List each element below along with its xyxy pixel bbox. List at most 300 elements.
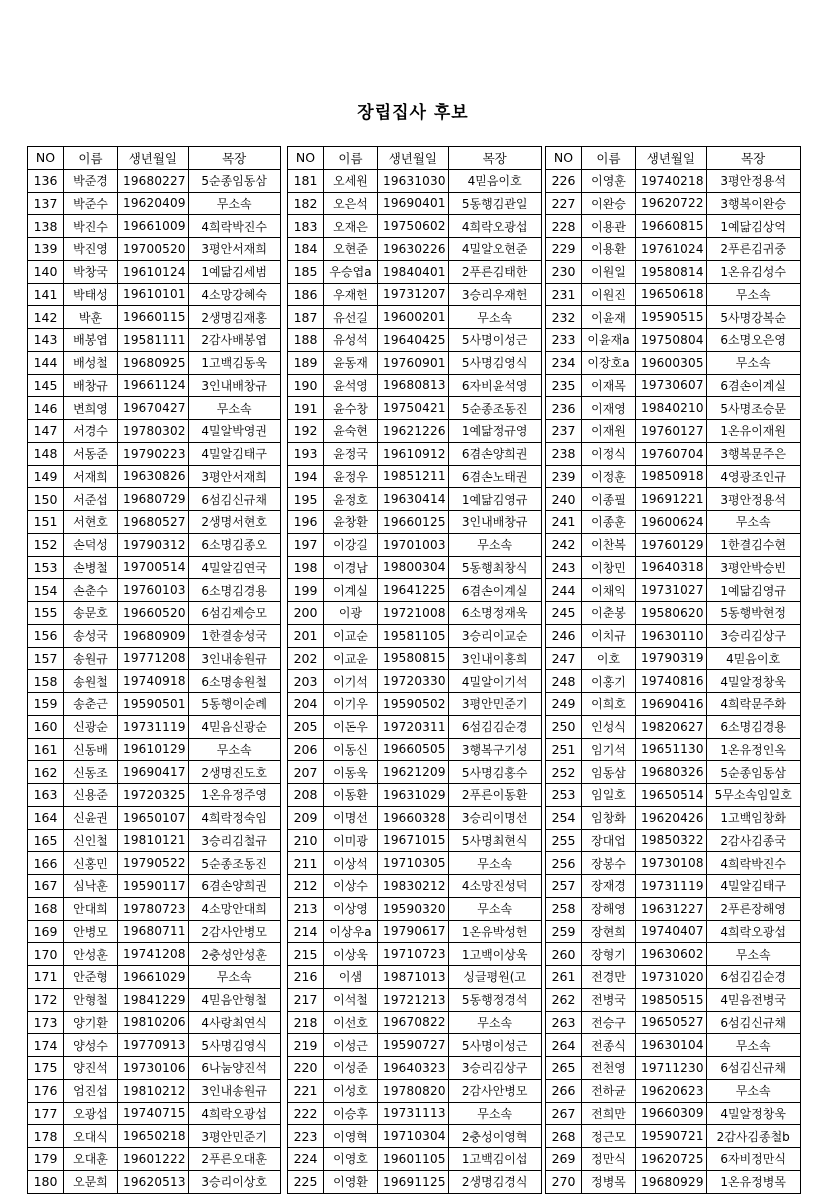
table-row [288, 397, 542, 420]
cell-birthdate: 19610912 [378, 442, 449, 465]
cell-no: 147 [28, 420, 64, 443]
cell-name: 이영환 [324, 1170, 378, 1193]
table-row [28, 920, 281, 943]
table-row [288, 351, 542, 374]
cell-no: 227 [546, 192, 582, 215]
cell-no: 248 [546, 670, 582, 693]
cell-name: 이동신 [324, 738, 378, 761]
cell-birthdate: 19660125 [378, 511, 449, 534]
cell-no: 194 [288, 465, 324, 488]
cell-name: 이재영 [582, 397, 636, 420]
cell-no: 250 [546, 715, 582, 738]
cell-no: 145 [28, 374, 64, 397]
cell-no: 146 [28, 397, 64, 420]
cell-name: 이성준 [324, 1057, 378, 1080]
cell-group: 1온유박성헌 [448, 920, 541, 943]
page-title: 장립집사 후보 [357, 103, 469, 123]
cell-group: 1예닮김영규 [448, 488, 541, 511]
table-row [28, 1057, 281, 1080]
cell-no: 174 [28, 1034, 64, 1057]
cell-group: 무소속 [448, 1102, 541, 1125]
cell-no: 165 [28, 829, 64, 852]
cell-group: 2생명진도호 [188, 761, 280, 784]
table-row [28, 283, 281, 306]
cell-no: 158 [28, 670, 64, 693]
cell-birthdate: 19670822 [378, 1011, 449, 1034]
cell-group: 4밀알오현준 [448, 238, 541, 261]
cell-birthdate: 19590117 [118, 875, 189, 898]
cell-group: 6섬김김순경 [448, 715, 541, 738]
cell-no: 139 [28, 238, 64, 261]
cell-group: 1고백김이섭 [448, 1148, 541, 1171]
cell-no: 157 [28, 647, 64, 670]
cell-birthdate: 19660520 [118, 602, 189, 625]
cell-group: 5동행김관일 [448, 192, 541, 215]
cell-group: 4믿음이호 [448, 169, 541, 192]
table-row [28, 784, 281, 807]
cell-birthdate: 19731113 [378, 1102, 449, 1125]
cell-group: 5동행박현정 [706, 602, 800, 625]
cell-birthdate: 19830212 [378, 875, 449, 898]
cell-group: 4희락정숙임 [188, 806, 280, 829]
header-name: 이름 [324, 147, 378, 170]
cell-no: 213 [288, 897, 324, 920]
table-row [546, 488, 801, 511]
table-row [288, 1011, 542, 1034]
table-row [288, 1148, 542, 1171]
cell-no: 261 [546, 966, 582, 989]
cell-name: 이교순 [324, 624, 378, 647]
table-row [28, 238, 281, 261]
cell-name: 엄진섭 [64, 1079, 118, 1102]
cell-birthdate: 19590501 [118, 693, 189, 716]
cell-birthdate: 19760127 [636, 420, 707, 443]
cell-name: 이성호 [324, 1079, 378, 1102]
cell-birthdate: 19620725 [636, 1148, 707, 1171]
table-row [546, 670, 801, 693]
cell-no: 252 [546, 761, 582, 784]
cell-name: 이용관 [582, 215, 636, 238]
cell-no: 164 [28, 806, 64, 829]
cell-name: 오대식 [64, 1125, 118, 1148]
cell-name: 서준섭 [64, 488, 118, 511]
cell-name: 장형기 [582, 943, 636, 966]
cell-no: 242 [546, 533, 582, 556]
cell-birthdate: 19711230 [636, 1057, 707, 1080]
cell-birthdate: 19610101 [118, 283, 189, 306]
cell-name: 전승구 [582, 1011, 636, 1034]
table-row [28, 1102, 281, 1125]
cell-name: 전경만 [582, 966, 636, 989]
cell-group: 3승리김상구 [706, 624, 800, 647]
cell-birthdate: 19660815 [636, 215, 707, 238]
cell-group: 6겸손양희권 [188, 875, 280, 898]
cell-group: 3승리이상호 [188, 1170, 280, 1193]
cell-name: 전병국 [582, 988, 636, 1011]
cell-birthdate: 19680729 [118, 488, 189, 511]
table-row [28, 647, 281, 670]
cell-group: 4희락오광섭 [706, 920, 800, 943]
cell-name: 배봉엽 [64, 329, 118, 352]
table-row [546, 897, 801, 920]
cell-birthdate: 19660309 [636, 1102, 707, 1125]
table-row [546, 283, 801, 306]
cell-no: 138 [28, 215, 64, 238]
cell-group: 1온유김성수 [706, 260, 800, 283]
cell-name: 서경수 [64, 420, 118, 443]
cell-name: 박훈 [64, 306, 118, 329]
cell-no: 191 [288, 397, 324, 420]
cell-group: 6자비윤석영 [448, 374, 541, 397]
cell-group: 5순종조동진 [448, 397, 541, 420]
cell-group: 5사명김영식 [188, 1034, 280, 1057]
cell-birthdate: 19650218 [118, 1125, 189, 1148]
cell-birthdate: 19841229 [118, 988, 189, 1011]
cell-birthdate: 19680925 [118, 351, 189, 374]
table-row [546, 442, 801, 465]
cell-no: 203 [288, 670, 324, 693]
cell-birthdate: 19760704 [636, 442, 707, 465]
cell-group: 2생명김재홍 [188, 306, 280, 329]
cell-name: 이종훈 [582, 511, 636, 534]
cell-no: 230 [546, 260, 582, 283]
cell-group: 3인내송원규 [188, 1079, 280, 1102]
cell-name: 이원일 [582, 260, 636, 283]
cell-name: 이경남 [324, 556, 378, 579]
cell-no: 187 [288, 306, 324, 329]
cell-name: 양성수 [64, 1034, 118, 1057]
cell-group: 5사명김영식 [448, 351, 541, 374]
table-row [28, 715, 281, 738]
cell-group: 2생명서현호 [188, 511, 280, 534]
cell-name: 이완승 [582, 192, 636, 215]
cell-birthdate: 19640318 [636, 556, 707, 579]
table-row [546, 715, 801, 738]
cell-birthdate: 19720330 [378, 670, 449, 693]
cell-no: 199 [288, 579, 324, 602]
cell-no: 166 [28, 852, 64, 875]
cell-group: 1온유정주영 [188, 784, 280, 807]
cell-no: 156 [28, 624, 64, 647]
cell-group: 2감사김종철b [706, 1125, 800, 1148]
table-row [28, 738, 281, 761]
table-header-row [546, 147, 801, 170]
cell-no: 265 [546, 1057, 582, 1080]
cell-group: 1고백이상욱 [448, 943, 541, 966]
cell-birthdate: 19730607 [636, 374, 707, 397]
cell-no: 201 [288, 624, 324, 647]
cell-group: 무소속 [448, 306, 541, 329]
table-row [546, 738, 801, 761]
table-row [28, 897, 281, 920]
cell-name: 이영혁 [324, 1125, 378, 1148]
cell-group: 싱글평원(고 [448, 966, 541, 989]
cell-no: 204 [288, 693, 324, 716]
cell-name: 이동환 [324, 784, 378, 807]
cell-no: 149 [28, 465, 64, 488]
cell-birthdate: 19771208 [118, 647, 189, 670]
cell-name: 이광 [324, 602, 378, 625]
table-row [28, 624, 281, 647]
cell-birthdate: 19661124 [118, 374, 189, 397]
table-row [288, 283, 542, 306]
cell-birthdate: 19680227 [118, 169, 189, 192]
cell-name: 박진영 [64, 238, 118, 261]
cell-no: 188 [288, 329, 324, 352]
cell-group: 4희락오광섭 [448, 215, 541, 238]
cell-no: 216 [288, 966, 324, 989]
cell-name: 심낙훈 [64, 875, 118, 898]
table-row [546, 1148, 801, 1171]
cell-group: 6겸손이계실 [706, 374, 800, 397]
table-row [28, 988, 281, 1011]
cell-birthdate: 19720325 [118, 784, 189, 807]
cell-birthdate: 19650618 [636, 283, 707, 306]
table-row [28, 306, 281, 329]
cell-birthdate: 19731119 [118, 715, 189, 738]
cell-no: 176 [28, 1079, 64, 1102]
cell-name: 이승후 [324, 1102, 378, 1125]
table-row [28, 579, 281, 602]
table-row [288, 511, 542, 534]
cell-no: 161 [28, 738, 64, 761]
cell-birthdate: 19750421 [378, 397, 449, 420]
cell-name: 서재희 [64, 465, 118, 488]
cell-group: 5사명이성근 [448, 1034, 541, 1057]
table-row [546, 533, 801, 556]
cell-birthdate: 19630110 [636, 624, 707, 647]
cell-name: 오문희 [64, 1170, 118, 1193]
cell-birthdate: 19721008 [378, 602, 449, 625]
cell-no: 210 [288, 829, 324, 852]
cell-no: 137 [28, 192, 64, 215]
table-row [288, 1057, 542, 1080]
cell-group: 6소명김종오 [188, 533, 280, 556]
table-header-row [28, 147, 281, 170]
cell-name: 이상영 [324, 897, 378, 920]
table-row [288, 670, 542, 693]
candidate-table-1 [27, 146, 281, 1194]
cell-birthdate: 19700514 [118, 556, 189, 579]
cell-group: 3승리김철규 [188, 829, 280, 852]
cell-birthdate: 19720311 [378, 715, 449, 738]
cell-birthdate: 19590727 [378, 1034, 449, 1057]
cell-birthdate: 19630226 [378, 238, 449, 261]
cell-name: 이홍기 [582, 670, 636, 693]
cell-name: 유성석 [324, 329, 378, 352]
cell-no: 163 [28, 784, 64, 807]
cell-no: 241 [546, 511, 582, 534]
table-row [28, 1034, 281, 1057]
cell-group: 3인내배창규 [188, 374, 280, 397]
cell-no: 254 [546, 806, 582, 829]
cell-birthdate: 19760901 [378, 351, 449, 374]
cell-group: 1예닮정규영 [448, 420, 541, 443]
table-row [546, 1102, 801, 1125]
cell-no: 225 [288, 1170, 324, 1193]
cell-group: 무소속 [706, 511, 800, 534]
cell-no: 219 [288, 1034, 324, 1057]
table-row [288, 966, 542, 989]
cell-name: 송성국 [64, 624, 118, 647]
header-name: 이름 [582, 147, 636, 170]
cell-no: 184 [288, 238, 324, 261]
cell-group: 2감사안병모 [188, 920, 280, 943]
table-row [28, 442, 281, 465]
cell-birthdate: 19651130 [636, 738, 707, 761]
table-row [288, 442, 542, 465]
cell-no: 221 [288, 1079, 324, 1102]
cell-name: 신홍민 [64, 852, 118, 875]
table-row [546, 920, 801, 943]
cell-birthdate: 19590502 [378, 693, 449, 716]
table-row [546, 988, 801, 1011]
cell-no: 169 [28, 920, 64, 943]
cell-birthdate: 19780820 [378, 1079, 449, 1102]
table-row [288, 1079, 542, 1102]
cell-no: 196 [288, 511, 324, 534]
cell-no: 170 [28, 943, 64, 966]
table-row [288, 169, 542, 192]
cell-group: 5무소속임일호 [706, 784, 800, 807]
cell-group: 5사명최현식 [448, 829, 541, 852]
cell-group: 3평안정용석 [706, 169, 800, 192]
cell-name: 전천영 [582, 1057, 636, 1080]
cell-no: 264 [546, 1034, 582, 1057]
cell-birthdate: 19600201 [378, 306, 449, 329]
table-row [288, 420, 542, 443]
cell-group: 2감사배봉엽 [188, 329, 280, 352]
cell-name: 이샘 [324, 966, 378, 989]
cell-group: 5순종조동진 [188, 852, 280, 875]
cell-name: 변희영 [64, 397, 118, 420]
cell-no: 175 [28, 1057, 64, 1080]
cell-group: 무소속 [448, 897, 541, 920]
cell-no: 208 [288, 784, 324, 807]
cell-birthdate: 19731027 [636, 579, 707, 602]
table-row [546, 647, 801, 670]
cell-name: 서동준 [64, 442, 118, 465]
cell-no: 142 [28, 306, 64, 329]
table-row [546, 351, 801, 374]
cell-name: 박태성 [64, 283, 118, 306]
cell-no: 155 [28, 602, 64, 625]
cell-birthdate: 19740715 [118, 1102, 189, 1125]
cell-birthdate: 19601222 [118, 1148, 189, 1171]
table-row [28, 670, 281, 693]
cell-name: 오재은 [324, 215, 378, 238]
table-row [288, 556, 542, 579]
cell-name: 송원규 [64, 647, 118, 670]
cell-name: 신용준 [64, 784, 118, 807]
cell-name: 오은석 [324, 192, 378, 215]
cell-name: 정병목 [582, 1170, 636, 1193]
table-row [288, 602, 542, 625]
cell-birthdate: 19580815 [378, 647, 449, 670]
cell-no: 209 [288, 806, 324, 829]
cell-name: 임기석 [582, 738, 636, 761]
cell-group: 6겸손양희권 [448, 442, 541, 465]
table-row [28, 511, 281, 534]
cell-group: 4믿음이호 [706, 647, 800, 670]
cell-group: 4희락박진수 [188, 215, 280, 238]
cell-birthdate: 19730108 [636, 852, 707, 875]
cell-birthdate: 19670427 [118, 397, 189, 420]
cell-group: 3승리이명선 [448, 806, 541, 829]
header-no: NO [28, 147, 64, 170]
cell-birthdate: 19581111 [118, 329, 189, 352]
cell-group: 2충성이영혁 [448, 1125, 541, 1148]
cell-group: 3평안정용석 [706, 488, 800, 511]
cell-no: 245 [546, 602, 582, 625]
cell-group: 5순종임동삼 [188, 169, 280, 192]
cell-birthdate: 19600624 [636, 511, 707, 534]
cell-group: 3승리이교순 [448, 624, 541, 647]
cell-birthdate: 19770913 [118, 1034, 189, 1057]
cell-name: 양진석 [64, 1057, 118, 1080]
cell-group: 무소속 [706, 351, 800, 374]
cell-no: 181 [288, 169, 324, 192]
cell-no: 179 [28, 1148, 64, 1171]
table-row [288, 465, 542, 488]
cell-birthdate: 19581105 [378, 624, 449, 647]
table-header-row [288, 147, 542, 170]
cell-group: 2충성안성훈 [188, 943, 280, 966]
cell-no: 173 [28, 1011, 64, 1034]
cell-birthdate: 19650514 [636, 784, 707, 807]
cell-group: 2푸른이동환 [448, 784, 541, 807]
cell-no: 178 [28, 1125, 64, 1148]
cell-name: 이재목 [582, 374, 636, 397]
header-no: NO [288, 147, 324, 170]
table-row [28, 351, 281, 374]
cell-group: 무소속 [706, 283, 800, 306]
cell-name: 송원철 [64, 670, 118, 693]
cell-name: 배창규 [64, 374, 118, 397]
table-row [546, 1034, 801, 1057]
cell-birthdate: 19790223 [118, 442, 189, 465]
cell-group: 5사명강복순 [706, 306, 800, 329]
cell-group: 무소속 [706, 1034, 800, 1057]
cell-no: 238 [546, 442, 582, 465]
table-row [28, 1148, 281, 1171]
cell-name: 이강길 [324, 533, 378, 556]
cell-no: 183 [288, 215, 324, 238]
cell-no: 260 [546, 943, 582, 966]
cell-name: 장해영 [582, 897, 636, 920]
cell-birthdate: 19790617 [378, 920, 449, 943]
cell-name: 박준경 [64, 169, 118, 192]
table-row [28, 556, 281, 579]
cell-birthdate: 19620513 [118, 1170, 189, 1193]
cell-name: 이찬복 [582, 533, 636, 556]
table-row [28, 943, 281, 966]
cell-no: 228 [546, 215, 582, 238]
table-row [28, 806, 281, 829]
cell-birthdate: 19580620 [636, 602, 707, 625]
cell-birthdate: 19780302 [118, 420, 189, 443]
cell-group: 5사명김홍수 [448, 761, 541, 784]
table-row [288, 920, 542, 943]
cell-no: 198 [288, 556, 324, 579]
table-row [546, 875, 801, 898]
table-row [288, 693, 542, 716]
cell-birthdate: 19601105 [378, 1148, 449, 1171]
cell-no: 144 [28, 351, 64, 374]
table-row [288, 1170, 542, 1193]
cell-no: 148 [28, 442, 64, 465]
cell-name: 이돈우 [324, 715, 378, 738]
